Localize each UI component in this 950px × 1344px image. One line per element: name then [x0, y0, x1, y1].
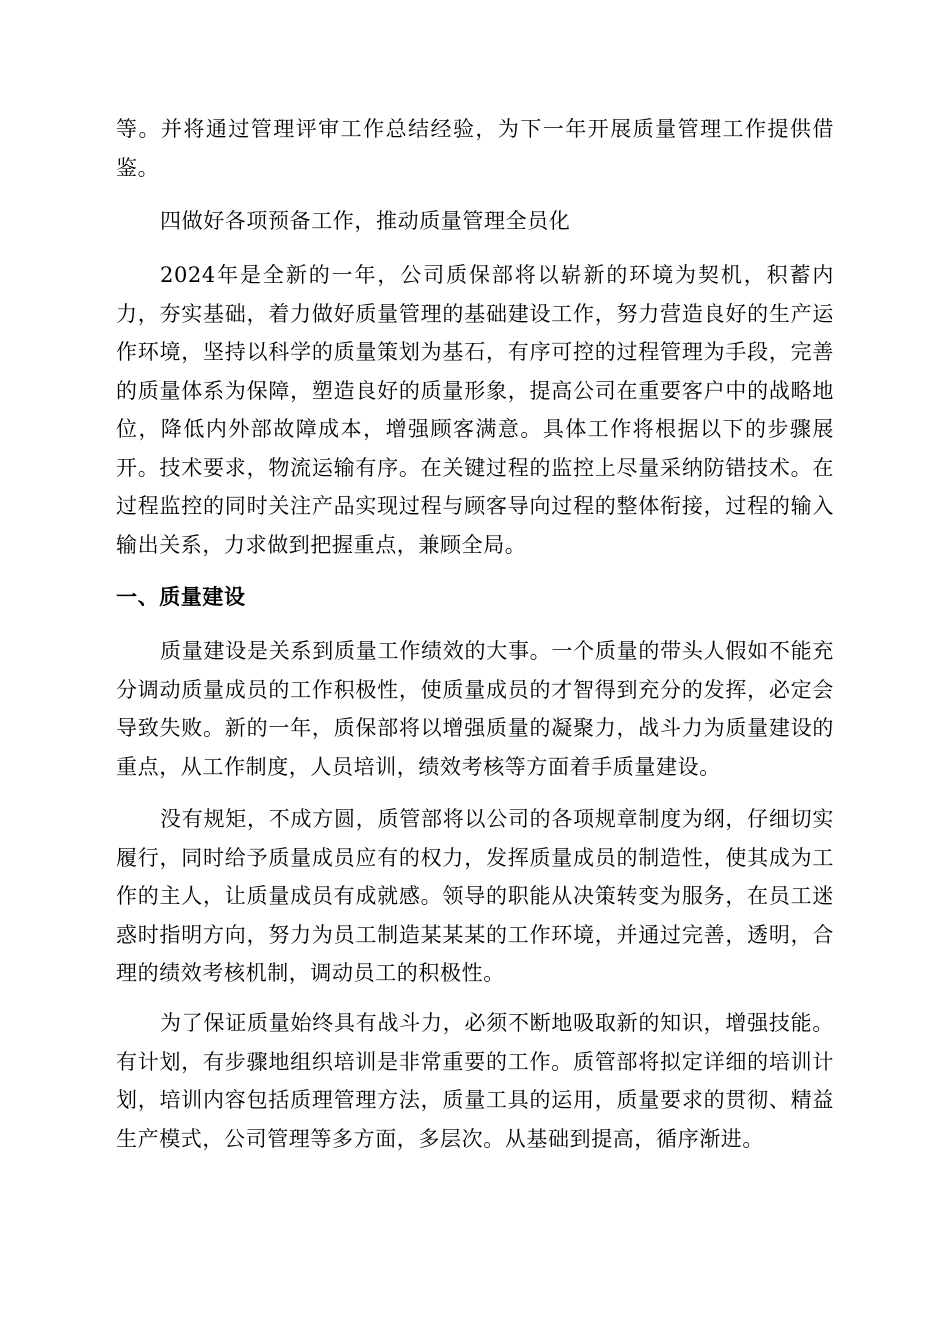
- continuation-paragraph: 等。并将通过管理评审工作总结经验，为下一年开展质量管理工作提供借鉴。: [116, 117, 834, 180]
- body-paragraph: 为了保证质量始终具有战斗力，必须不断地吸取新的知识，增强技能。有计划，有步骤地组织培训是非常重要的工作。质管部将拟定详细的培训计划，培训内容包括质理管理方法，质量工具的运用，质量要求的贯彻、精益生产模式，公司管理等多方面，多层次。从基础到提高，循序渐进。: [116, 1011, 834, 1151]
- body-paragraph: 没有规矩，不成方圆，质管部将以公司的各项规章制度为纲，仔细切实履行，同时给予质量成员应有的权力，发挥质量成员的制造性，使其成为工作的主人，让质量成员有成就感。领导的职能从决策转变为服务，在员工迷惑时指明方向，努力为员工制造某某某的工作环境，并通过完善，透明，合理的绩效考核机制，调动员工的积极性。: [116, 807, 834, 985]
- body-paragraph: 质量建设是关系到质量工作绩效的大事。一个质量的带头人假如不能充分调动质量成员的工作积极性，使质量成员的才智得到充分的发挥，必定会导致失败。新的一年，质保部将以增强质量的凝聚力，战斗力为质量建设的重点，从工作制度，人员培训，绩效考核等方面着手质量建设。: [116, 639, 834, 779]
- section-heading: 一、质量建设: [116, 585, 246, 609]
- subsection-title: 四做好各项预备工作，推动质量管理全员化: [160, 209, 571, 233]
- intro-paragraph: 2024年是全新的一年，公司质保部将以崭新的环境为契机，积蓄内力，夯实基础，着力做好质量管理的基础建设工作，努力营造良好的生产运作环境，坚持以科学的质量策划为基石，有序可控的过程管理为手段，完善的质量体系为保障，塑造良好的质量形象，提高公司在重要客户中的战略地位，降低内外部故障成本，增强顾客满意。具体工作将根据以下的步骤展开。技术要求，物流运输有序。在关键过程的监控上尽量采纳防错技术。在过程监控的同时关注产品实现过程与顾客导向过程的整体衔接，过程的输入输出关系，力求做到把握重点，兼顾全局。: [116, 263, 834, 557]
